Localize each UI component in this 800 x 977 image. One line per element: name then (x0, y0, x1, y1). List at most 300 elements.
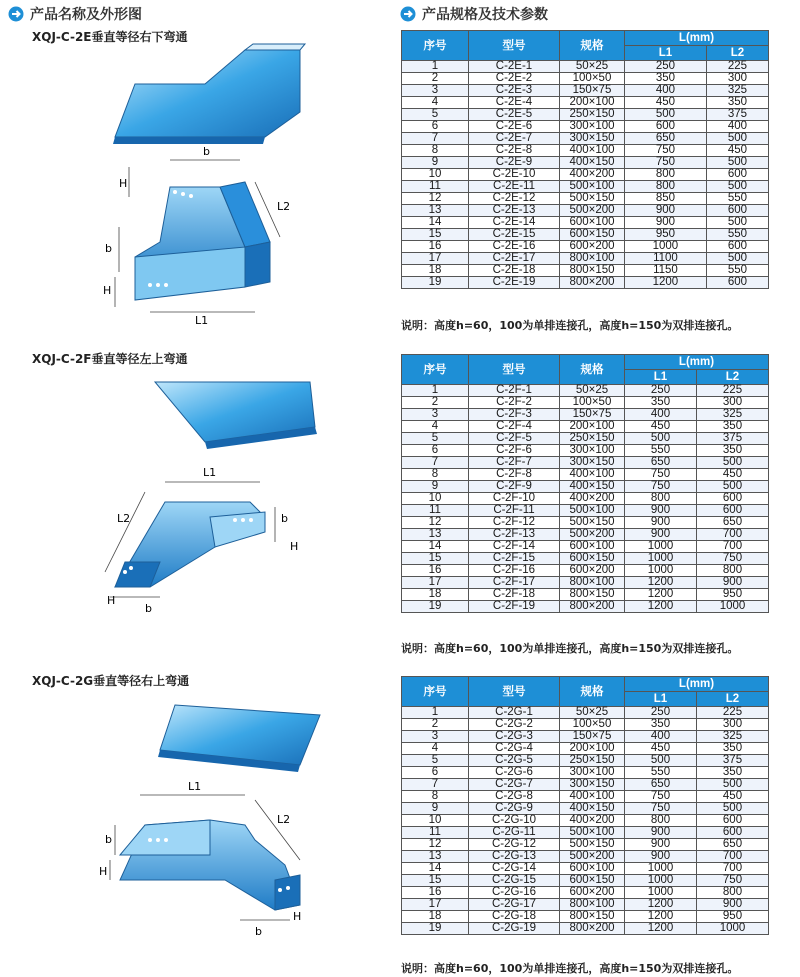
cell-l1: 900 (625, 839, 697, 851)
cell-model: C-2G-15 (469, 875, 560, 887)
cell-l2: 500 (706, 133, 768, 145)
cell-l2: 650 (697, 517, 769, 529)
table-row (402, 457, 769, 469)
cell-model: C-2G-10 (469, 815, 560, 827)
cell-model: C-2F-12 (469, 517, 560, 529)
cell-spec: 100×50 (560, 397, 625, 409)
cell-l2: 600 (706, 205, 768, 217)
cell-seq: 17 (402, 577, 469, 589)
cell-model: C-2G-5 (469, 755, 560, 767)
cell-model: C-2E-15 (469, 229, 560, 241)
cell-l1: 950 (625, 229, 707, 241)
cell-spec: 250×150 (560, 755, 625, 767)
col-header-seq: 序号 (402, 355, 469, 385)
cell-l1: 900 (625, 505, 697, 517)
cell-seq: 6 (402, 767, 469, 779)
cell-seq: 5 (402, 755, 469, 767)
cell-l2: 500 (706, 181, 768, 193)
cell-l2: 600 (697, 815, 769, 827)
cell-l1: 400 (625, 85, 707, 97)
table-row (402, 541, 769, 553)
cell-l1: 400 (625, 409, 697, 421)
cell-l1: 550 (625, 767, 697, 779)
dim-h-label: H (290, 540, 299, 553)
cell-spec: 200×100 (560, 421, 625, 433)
table-row (402, 601, 769, 613)
cell-l1: 450 (625, 421, 697, 433)
cell-seq: 6 (402, 445, 469, 457)
table-row (402, 241, 769, 253)
col-header-l2: L2 (706, 46, 768, 61)
cell-l2: 750 (697, 553, 769, 565)
cell-l1: 250 (625, 61, 707, 73)
dim-h-label: H (293, 910, 302, 923)
cell-l1: 350 (625, 397, 697, 409)
cell-l1: 650 (625, 457, 697, 469)
table-row (402, 253, 769, 265)
cell-seq: 4 (402, 421, 469, 433)
cell-l2: 300 (697, 397, 769, 409)
cell-spec: 100×50 (560, 73, 625, 85)
col-header-l1: L1 (625, 692, 697, 707)
cell-spec: 150×75 (560, 731, 625, 743)
cell-l2: 325 (697, 409, 769, 421)
cell-model: C-2E-2 (469, 73, 560, 85)
cell-l1: 1000 (625, 863, 697, 875)
cell-spec: 600×150 (560, 229, 625, 241)
cell-seq: 11 (402, 827, 469, 839)
cell-l1: 1150 (625, 265, 707, 277)
cell-model: C-2F-4 (469, 421, 560, 433)
cell-l1: 400 (625, 731, 697, 743)
cell-l1: 900 (625, 851, 697, 863)
cell-l1: 900 (625, 217, 707, 229)
cell-l2: 350 (697, 445, 769, 457)
cell-model: C-2G-14 (469, 863, 560, 875)
cell-model: C-2E-10 (469, 169, 560, 181)
cell-seq: 17 (402, 899, 469, 911)
cell-seq: 16 (402, 241, 469, 253)
cell-model: C-2F-19 (469, 601, 560, 613)
cell-spec: 800×150 (560, 265, 625, 277)
tray-drawing-2g (110, 795, 300, 920)
arrow-circle-icon (400, 6, 416, 22)
table-row (402, 577, 769, 589)
cell-seq: 2 (402, 719, 469, 731)
cell-l2: 350 (697, 743, 769, 755)
col-header-l1: L1 (625, 46, 707, 61)
cell-l2: 500 (706, 253, 768, 265)
cell-l2: 550 (706, 265, 768, 277)
col-header-spec: 规格 (560, 31, 625, 61)
table-row (402, 899, 769, 911)
cell-l1: 900 (625, 827, 697, 839)
cell-l2: 700 (697, 541, 769, 553)
cell-l2: 650 (697, 839, 769, 851)
col-header-model: 型号 (469, 677, 560, 707)
cell-spec: 400×150 (560, 157, 625, 169)
cell-spec: 800×150 (560, 911, 625, 923)
table-row (402, 421, 769, 433)
table-row (402, 827, 769, 839)
table-note: 说明：高度h=60，100为单排连接孔，高度h=150为双排连接孔。 (401, 319, 739, 332)
cell-l2: 350 (706, 97, 768, 109)
cell-model: C-2F-6 (469, 445, 560, 457)
cell-seq: 13 (402, 205, 469, 217)
cell-model: C-2F-17 (469, 577, 560, 589)
cell-seq: 8 (402, 145, 469, 157)
cell-l2: 325 (706, 85, 768, 97)
cell-seq: 14 (402, 541, 469, 553)
cell-spec: 600×200 (560, 887, 625, 899)
cell-spec: 250×150 (560, 109, 625, 121)
cell-seq: 1 (402, 61, 469, 73)
cell-spec: 800×200 (560, 923, 625, 935)
cell-spec: 300×150 (560, 457, 625, 469)
cell-l2: 300 (706, 73, 768, 85)
table-row (402, 767, 769, 779)
dim-l1-label: L1 (195, 314, 209, 327)
cell-seq: 15 (402, 553, 469, 565)
cell-l2: 600 (697, 493, 769, 505)
col-header-length: L(mm) (625, 31, 769, 46)
cell-seq: 10 (402, 493, 469, 505)
table-row (402, 529, 769, 541)
table-row (402, 719, 769, 731)
cell-model: C-2F-13 (469, 529, 560, 541)
cell-model: C-2F-11 (469, 505, 560, 517)
cell-l1: 500 (625, 433, 697, 445)
cell-seq: 1 (402, 385, 469, 397)
cell-l2: 800 (697, 565, 769, 577)
cell-spec: 500×100 (560, 827, 625, 839)
cell-l2: 700 (697, 863, 769, 875)
cell-seq: 7 (402, 133, 469, 145)
product-figures-header (8, 4, 142, 24)
table-row (402, 97, 769, 109)
table-row (402, 73, 769, 85)
cell-seq: 15 (402, 229, 469, 241)
cell-l2: 225 (706, 61, 768, 73)
dim-b-label: b (203, 145, 210, 158)
cell-l2: 550 (706, 229, 768, 241)
table-row (402, 565, 769, 577)
cell-l2: 800 (697, 887, 769, 899)
cell-l1: 750 (625, 157, 707, 169)
cell-seq: 12 (402, 839, 469, 851)
cell-l1: 800 (625, 169, 707, 181)
cell-l1: 900 (625, 205, 707, 217)
cell-model: C-2F-14 (469, 541, 560, 553)
table-row (402, 277, 769, 289)
cell-l1: 750 (625, 791, 697, 803)
spec-table-2g (401, 676, 769, 935)
cell-model: C-2G-18 (469, 911, 560, 923)
cell-seq: 4 (402, 743, 469, 755)
figure-2g (95, 695, 335, 945)
cell-spec: 800×100 (560, 577, 625, 589)
table-row (402, 265, 769, 277)
table-row (402, 743, 769, 755)
table-row (402, 707, 769, 719)
cell-model: C-2G-8 (469, 791, 560, 803)
col-header-length: L(mm) (625, 355, 769, 370)
tray-top-view (115, 50, 300, 137)
cell-spec: 100×50 (560, 719, 625, 731)
col-header-l1: L1 (625, 370, 697, 385)
cell-l2: 1000 (697, 601, 769, 613)
dim-b-label: b (255, 925, 262, 938)
cell-seq: 7 (402, 457, 469, 469)
cell-l1: 750 (625, 145, 707, 157)
cell-seq: 9 (402, 803, 469, 815)
cell-seq: 19 (402, 923, 469, 935)
cell-spec: 600×200 (560, 565, 625, 577)
dim-b-label: b (281, 512, 288, 525)
cell-l1: 750 (625, 803, 697, 815)
cell-spec: 500×150 (560, 839, 625, 851)
cell-model: C-2F-18 (469, 589, 560, 601)
arrow-circle-icon (8, 6, 24, 22)
cell-model: C-2F-2 (469, 397, 560, 409)
table-row (402, 815, 769, 827)
cell-spec: 150×75 (560, 85, 625, 97)
cell-l1: 1000 (625, 565, 697, 577)
cell-seq: 2 (402, 397, 469, 409)
cell-l1: 1200 (625, 577, 697, 589)
cell-l1: 350 (625, 719, 697, 731)
cell-seq: 12 (402, 517, 469, 529)
cell-l1: 1200 (625, 911, 697, 923)
cell-spec: 500×150 (560, 517, 625, 529)
cell-l1: 550 (625, 445, 697, 457)
col-header-seq: 序号 (402, 677, 469, 707)
cell-l2: 1000 (697, 923, 769, 935)
cell-seq: 10 (402, 169, 469, 181)
cell-l2: 950 (697, 911, 769, 923)
cell-model: C-2G-1 (469, 707, 560, 719)
table-row (402, 445, 769, 457)
table-row (402, 481, 769, 493)
cell-model: C-2G-2 (469, 719, 560, 731)
cell-l2: 500 (697, 779, 769, 791)
cell-model: C-2F-10 (469, 493, 560, 505)
table-note: 说明：高度h=60，100为单排连接孔，高度h=150为双排连接孔。 (401, 642, 739, 655)
cell-seq: 13 (402, 851, 469, 863)
cell-spec: 600×200 (560, 241, 625, 253)
table-row (402, 923, 769, 935)
cell-l1: 500 (625, 109, 707, 121)
cell-seq: 5 (402, 433, 469, 445)
col-header-model: 型号 (469, 355, 560, 385)
table-row (402, 839, 769, 851)
cell-l1: 1200 (625, 601, 697, 613)
cell-spec: 800×200 (560, 601, 625, 613)
table-row (402, 589, 769, 601)
cell-l1: 450 (625, 97, 707, 109)
section-title-2e: XQJ-C-2E垂直等径右下弯通 (32, 30, 188, 44)
cell-spec: 500×100 (560, 181, 625, 193)
cell-model: C-2G-16 (469, 887, 560, 899)
cell-l2: 500 (706, 217, 768, 229)
cell-spec: 300×100 (560, 445, 625, 457)
col-header-l2: L2 (697, 692, 769, 707)
cell-spec: 800×100 (560, 253, 625, 265)
table-row (402, 217, 769, 229)
cell-l1: 1200 (625, 277, 707, 289)
cell-spec: 50×25 (560, 61, 625, 73)
cell-l1: 650 (625, 779, 697, 791)
cell-l1: 1000 (625, 241, 707, 253)
cell-spec: 600×150 (560, 553, 625, 565)
cell-model: C-2G-9 (469, 803, 560, 815)
cell-model: C-2F-3 (469, 409, 560, 421)
cell-model: C-2E-14 (469, 217, 560, 229)
cell-l1: 1000 (625, 541, 697, 553)
table-row (402, 469, 769, 481)
cell-l2: 600 (706, 241, 768, 253)
cell-l1: 750 (625, 469, 697, 481)
tray-drawing-2e (115, 160, 280, 312)
cell-model: C-2E-12 (469, 193, 560, 205)
cell-l1: 850 (625, 193, 707, 205)
dim-h-label: H (107, 594, 116, 607)
cell-spec: 200×100 (560, 743, 625, 755)
table-row (402, 779, 769, 791)
table-row (402, 229, 769, 241)
cell-spec: 600×150 (560, 875, 625, 887)
cell-l2: 500 (697, 481, 769, 493)
table-row (402, 61, 769, 73)
cell-spec: 800×100 (560, 899, 625, 911)
cell-spec: 400×200 (560, 493, 625, 505)
cell-seq: 3 (402, 409, 469, 421)
cell-model: C-2G-11 (469, 827, 560, 839)
cell-l2: 350 (697, 421, 769, 433)
table-row (402, 181, 769, 193)
cell-spec: 50×25 (560, 707, 625, 719)
table-row (402, 851, 769, 863)
cell-l1: 1200 (625, 899, 697, 911)
cell-spec: 400×200 (560, 169, 625, 181)
cell-model: C-2F-9 (469, 481, 560, 493)
cell-model: C-2G-4 (469, 743, 560, 755)
cell-model: C-2F-7 (469, 457, 560, 469)
table-row (402, 133, 769, 145)
cell-model: C-2E-1 (469, 61, 560, 73)
cell-l1: 1200 (625, 923, 697, 935)
col-header-seq: 序号 (402, 31, 469, 61)
cell-l2: 450 (697, 469, 769, 481)
cell-seq: 3 (402, 731, 469, 743)
cell-model: C-2F-1 (469, 385, 560, 397)
cell-l2: 450 (706, 145, 768, 157)
figure-2e (95, 42, 335, 332)
spec-table-2e (401, 30, 769, 289)
cell-seq: 10 (402, 815, 469, 827)
cell-l1: 350 (625, 73, 707, 85)
cell-seq: 17 (402, 253, 469, 265)
cell-spec: 400×150 (560, 481, 625, 493)
product-specs-header (400, 4, 548, 24)
cell-spec: 300×100 (560, 121, 625, 133)
cell-l2: 600 (706, 277, 768, 289)
figure-2f (95, 372, 335, 622)
cell-spec: 400×150 (560, 803, 625, 815)
cell-seq: 14 (402, 217, 469, 229)
cell-seq: 8 (402, 469, 469, 481)
cell-spec: 300×100 (560, 767, 625, 779)
cell-l1: 250 (625, 385, 697, 397)
cell-model: C-2E-19 (469, 277, 560, 289)
table-row (402, 887, 769, 899)
dim-b-label: b (105, 833, 112, 846)
col-header-length: L(mm) (625, 677, 769, 692)
cell-seq: 3 (402, 85, 469, 97)
cell-model: C-2G-12 (469, 839, 560, 851)
cell-seq: 18 (402, 265, 469, 277)
cell-spec: 50×25 (560, 385, 625, 397)
header-left-text: 产品名称及外形图 (30, 7, 142, 23)
cell-seq: 8 (402, 791, 469, 803)
cell-l1: 450 (625, 743, 697, 755)
cell-seq: 7 (402, 779, 469, 791)
cell-l2: 700 (697, 851, 769, 863)
cell-l1: 900 (625, 529, 697, 541)
cell-seq: 16 (402, 887, 469, 899)
cell-spec: 500×150 (560, 193, 625, 205)
cell-l2: 375 (697, 433, 769, 445)
cell-model: C-2E-9 (469, 157, 560, 169)
cell-l2: 600 (706, 169, 768, 181)
cell-l1: 600 (625, 121, 707, 133)
cell-seq: 12 (402, 193, 469, 205)
cell-l2: 225 (697, 707, 769, 719)
cell-l2: 900 (697, 899, 769, 911)
table-row (402, 493, 769, 505)
cell-seq: 15 (402, 875, 469, 887)
cell-seq: 18 (402, 589, 469, 601)
cell-model: C-2F-15 (469, 553, 560, 565)
cell-seq: 14 (402, 863, 469, 875)
dim-l2-label: L2 (277, 200, 291, 213)
cell-l1: 650 (625, 133, 707, 145)
section-title-2g: XQJ-C-2G垂直等径右上弯通 (32, 674, 190, 688)
cell-l1: 1100 (625, 253, 707, 265)
table-row (402, 109, 769, 121)
cell-l1: 800 (625, 181, 707, 193)
table-row (402, 803, 769, 815)
cell-l1: 750 (625, 481, 697, 493)
table-row (402, 205, 769, 217)
cell-seq: 6 (402, 121, 469, 133)
cell-seq: 13 (402, 529, 469, 541)
table-row (402, 911, 769, 923)
table-row (402, 517, 769, 529)
cell-seq: 16 (402, 565, 469, 577)
section-title-2f: XQJ-C-2F垂直等径左上弯通 (32, 352, 188, 366)
dim-l2-label: L2 (277, 813, 291, 826)
cell-model: C-2E-8 (469, 145, 560, 157)
cell-model: C-2G-13 (469, 851, 560, 863)
cell-l2: 500 (697, 457, 769, 469)
cell-model: C-2E-7 (469, 133, 560, 145)
cell-spec: 300×150 (560, 133, 625, 145)
table-row (402, 157, 769, 169)
cell-l2: 550 (706, 193, 768, 205)
col-header-l2: L2 (697, 370, 769, 385)
cell-model: C-2G-3 (469, 731, 560, 743)
